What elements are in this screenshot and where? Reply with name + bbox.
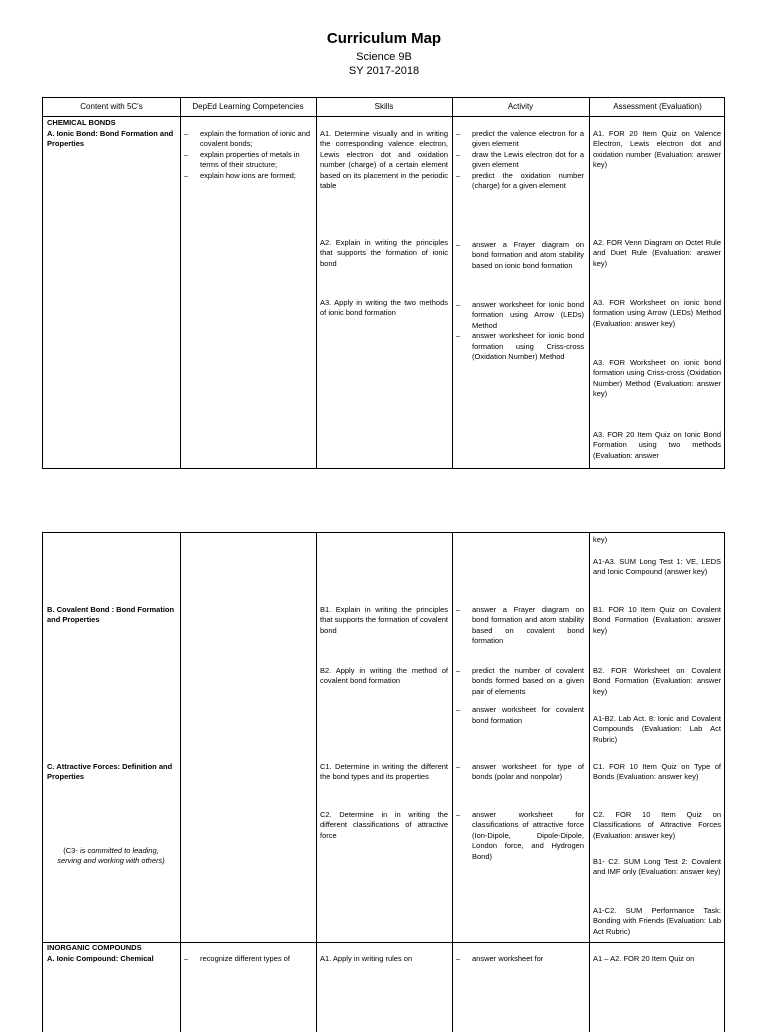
header-activity: Activity [507,102,534,111]
activity-item: – answer worksheet for [456,954,584,964]
activity-b1-list [456,605,584,647]
curriculum-table-page-1 [42,97,725,469]
skill-a3: A3. Apply in writing the two methods of ionic bond formation [320,298,448,318]
activity-item: – answer worksheet for ionic bond formation using Arrow (LEDs) Method [456,300,584,331]
assessment-a3-crisscross: A3. FOR Worksheet on ionic bond formation using Criss-cross (Oxidation Number) Method (Evaluation: answer key) [593,358,721,399]
header-skills: Skills [374,102,394,111]
activity-c1-list [456,762,584,783]
assessment-inorganic-a1-a2: A1 – A2. FOR 20 Item Quiz on [593,954,695,963]
header-competencies: DepEd Learning Competencies [192,102,304,111]
assessment-continued: key) [593,535,608,544]
activity-a3-list [456,300,584,362]
header-assessment: Assessment (Evaluation) [613,102,702,111]
school-year: SY 2017-2018 [348,65,420,77]
activity-a2-list [456,240,584,271]
activity-item: – draw the Lewis electron dot for a given element [456,150,584,171]
skill-c1: C1. Determine in writing the different the bond types and its properties [320,762,448,782]
competency-item: – explain properties of metals in terms of their structure; [184,150,312,171]
assessment-long-test-1: A1-A3. SUM Long Test 1: VE, LEDS and Ionic Compound (answer key) [593,557,721,577]
skill-c2: C2. Determine in in writing the different classifications of attractive force [320,810,448,840]
activity-c2-list [456,810,584,862]
activity-item: – predict the valence electron for a given element [456,129,584,150]
curriculum-table-page-2 [42,532,725,1032]
skill-inorganic-a1: A1. Apply in writing rules on [320,954,413,963]
header-content: Content with 5C's [80,102,143,111]
assessment-b2: B2. FOR Worksheet on Covalent Bond Formation (Evaluation: answer key) [593,666,721,696]
document-header [0,28,768,78]
assessment-performance-task: A1-C2. SUM Performance Task: Bonding with Friends (Evaluation: Lab Act Rubric) [593,906,721,936]
assessment-lab-act-8: A1-B2. Lab Act. 8: Ionic and Covalent Compounds (Evaluation: Lab Act Rubric) [593,714,721,744]
competency-item: – explain the formation of ionic and covalent bonds; [184,129,312,150]
activity-item: – answer worksheet for covalent bond formation [456,705,584,726]
assessment-a1: A1. FOR 20 Item Quiz on Valence Electron, Lewis electron dot and oxidation number (Evaluation: answer key) [593,129,721,170]
assessment-a3-quiz: A3. FOR 20 Item Quiz on Ionic Bond Formation using two methods (Evaluation: answer [593,430,721,460]
activity-a1-list [456,129,584,191]
table-header-row [43,98,724,117]
activity-item: – answer worksheet for classifications of attractive force (Ion-Dipole, Dipole-Dipole, London force, and Hydrogen Bond) [456,810,584,862]
section-inorganic-compounds: INORGANIC COMPOUNDS [47,943,142,952]
assessment-long-test-2: B1- C2. SUM Long Test 2: Covalent and IMF only (Evaluation: answer key) [593,857,721,877]
activity-item: – predict the oxidation number (charge) for a given element [456,171,584,192]
skill-b1: B1. Explain in writing the principles that supports the formation of covalent bond [320,605,448,635]
activity-inorganic-list [456,954,584,964]
skill-b2: B2. Apply in writing the method of covalent bond formation [320,666,448,686]
competency-list-inorganic [184,954,312,964]
assessment-c1: C1. FOR 10 Item Quiz on Type of Bonds (Evaluation: answer key) [593,762,721,782]
competency-list [184,129,312,181]
assessment-a3-arrow: A3. FOR Worksheet on ionic bond formation using Arrow (LEDs) Method (Evaluation: answer key) [593,298,721,328]
page-title: Curriculum Map [326,30,442,47]
activity-item: – predict the number of covalent bonds formed based on a given pair of elements [456,666,584,697]
topic-attractive-forces: C. Attractive Forces: Definition and Properties [47,762,173,782]
activity-b2-list [456,666,584,726]
skill-a2: A2. Explain in writing the principles that supports the formation of ionic bond [320,238,448,268]
section-chemical-bonds: CHEMICAL BONDS [47,118,116,127]
topic-covalent-bond: B. Covalent Bond : Bond Formation and Properties [47,605,175,625]
assessment-c2: C2. FOR 10 Item Quiz on Classifications of Attractive Forces (Evaluation: answer key) [593,810,721,840]
core-value-code: (C3- [63,846,78,855]
assessment-a2: A2. FOR Venn Diagram on Octet Rule and Duet Rule (Evaluation: answer key) [593,238,721,268]
core-value-text: is committed to leading, serving and working with others) [57,846,165,866]
competency-item: – recognize different types of [184,954,312,964]
skill-a1: A1. Determine visually and in writing the corresponding valence electron, Lewis electron dot and oxidation number (charge) of a certain element based on its placement in the periodic table [320,129,448,191]
assessment-b1: B1. FOR 10 Item Quiz on Covalent Bond Formation (Evaluation: answer key) [593,605,721,635]
activity-item: – answer worksheet for ionic bond formation using Criss-cross (Oxidation Number) Method [456,331,584,362]
topic-ionic-compound: A. Ionic Compound: Chemical [47,954,154,963]
activity-item: – answer a Frayer diagram on bond formation and atom stability based on covalent bond formation [456,605,584,647]
topic-ionic-bond: A. Ionic Bond: Bond Formation and Properties [47,129,174,149]
activity-item: – answer a Frayer diagram on bond formation and atom stability based on ionic bond formation [456,240,584,271]
activity-item: – answer worksheet for type of bonds (polar and nonpolar) [456,762,584,783]
core-value-note [51,846,171,867]
competency-item: – explain how ions are formed; [184,171,312,181]
subject-subtitle: Science 9B [356,51,412,63]
